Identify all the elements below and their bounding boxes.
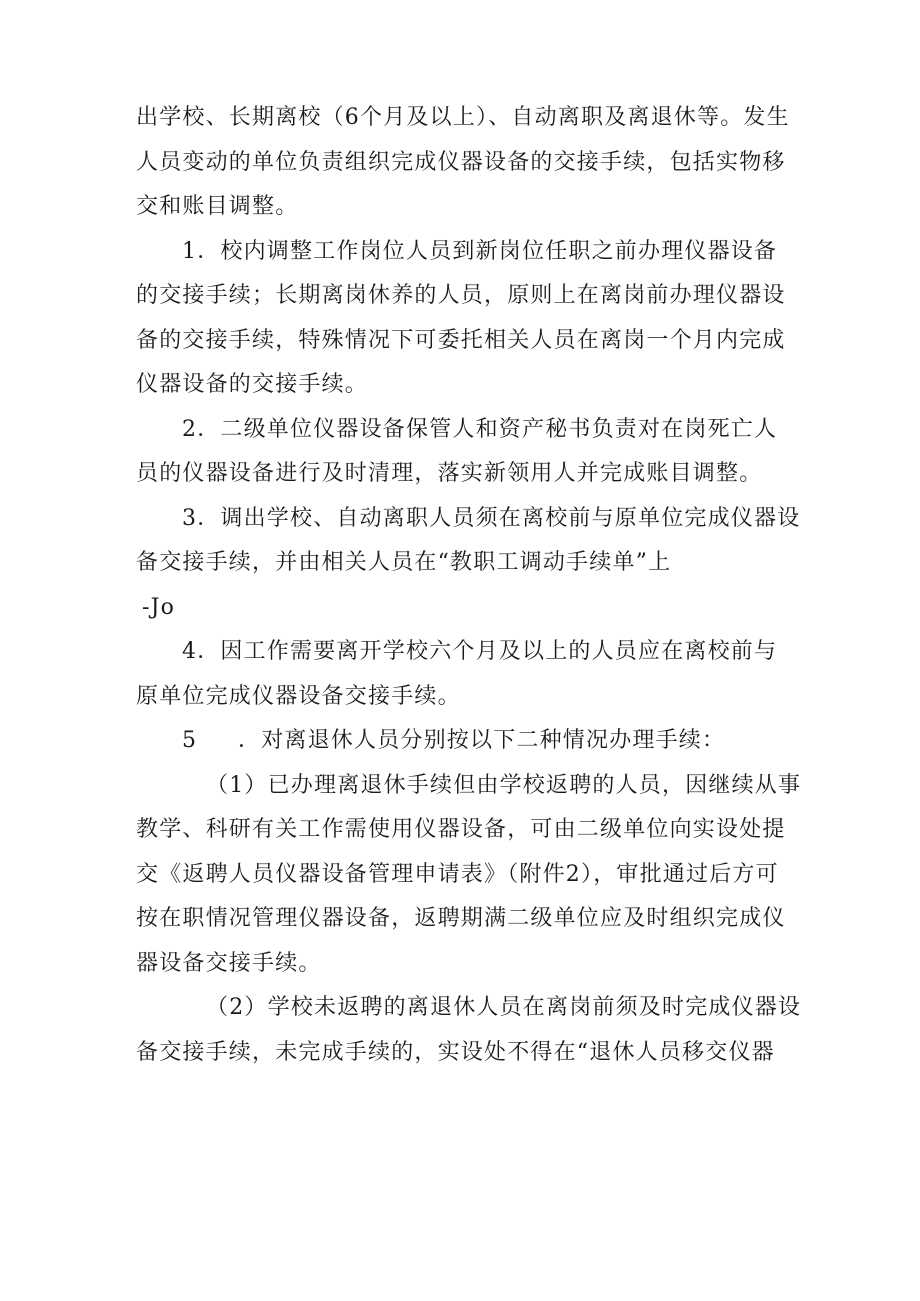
- paragraph-line: 备交接手续，并由相关人员在“教职工调动手续单”上: [136, 550, 672, 575]
- paragraph-line: 2．二级单位仪器设备保管人和资产秘书负责对在岗死亡人: [182, 416, 778, 442]
- paragraph-line: 教学、科研有关工作需使用仪器设备，可由二级单位向实设处提: [136, 817, 786, 842]
- paragraph-line: -Jo: [142, 594, 176, 620]
- paragraph-line: [136, 719, 796, 764]
- paragraph-line: 器设备交接手续。: [136, 950, 322, 976]
- paragraph-line: 仪器设备的交接手续。: [136, 372, 369, 397]
- paragraph-line: （2）学校未返聘的离退休人员在离岗前须及时完成仪器设: [206, 995, 802, 1020]
- paragraph-line: 备的交接手续，特殊情况下可委托相关人员在离岗一个月内完成: [136, 327, 786, 353]
- paragraph-line: 3．调出学校、自动离职人员须在离校前与原单位完成仪器设: [182, 505, 801, 531]
- item-text: ．对离退休人员分别按以下二种情况办理手续：: [238, 728, 726, 753]
- paragraph-line: 交和账目调整。: [136, 194, 299, 219]
- document-body: [136, 96, 802, 1075]
- paragraph-line: 员的仪器设备进行及时清理，落实新领用人并完成账目调整。: [136, 461, 763, 486]
- paragraph-line: 出学校、长期离校（6个月及以上）、自动离职及离退休等。发生: [136, 105, 790, 130]
- paragraph-line: 按在职情况管理仪器设备，返聘期满二级单位应及时组织完成仪: [136, 906, 786, 931]
- paragraph-line: 交《返聘人员仪器设备管理申请表》（附件2），审批通过后方可: [136, 861, 779, 887]
- paragraph-line: 的交接手续；长期离岗休养的人员，原则上在离岗前办理仪器设: [136, 283, 786, 308]
- item-number: 5: [182, 728, 198, 753]
- paragraph-line: 人员变动的单位负责组织完成仪器设备的交接手续，包括实物移: [136, 149, 786, 175]
- paragraph-line: 原单位完成仪器设备交接手续。: [136, 683, 461, 709]
- paragraph-line: （1）已办理离退休手续但由学校返聘的人员，因继续从事: [206, 772, 802, 798]
- paragraph-line: 4．因工作需要离开学校六个月及以上的人员应在离校前与: [182, 639, 778, 664]
- paragraph-line: 备交接手续，未完成手续的，实设处不得在“退休人员移交仪器: [136, 1039, 775, 1065]
- paragraph-line: 1．校内调整工作岗位人员到新岗位任职之前办理仪器设备: [182, 238, 778, 264]
